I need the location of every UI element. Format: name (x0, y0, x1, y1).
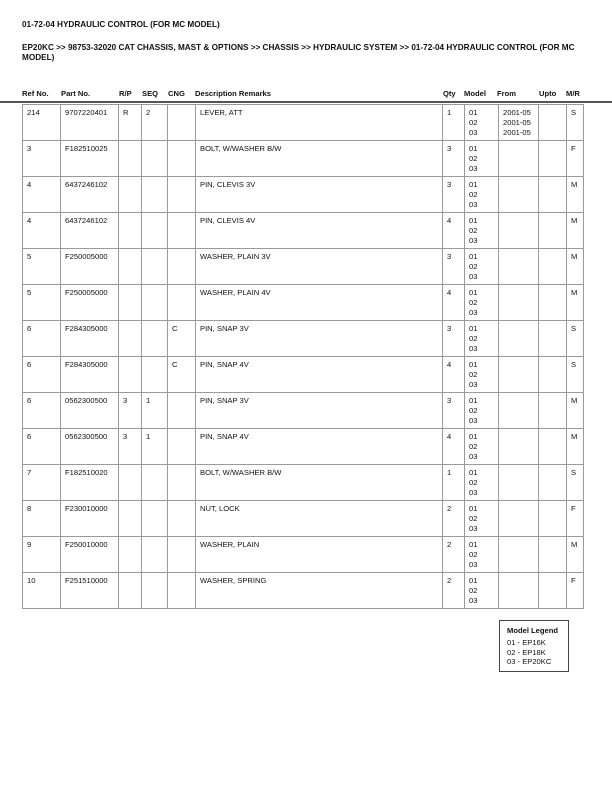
from-dates (499, 213, 539, 249)
part-no: F182510025 (61, 141, 119, 177)
part-no: F250010000 (61, 537, 119, 573)
cng (168, 249, 196, 285)
legend-item: 02 - EP18K (507, 647, 546, 657)
mr: M (567, 429, 584, 465)
seq (142, 501, 168, 537)
mr: M (567, 537, 584, 573)
model-codes: 01 02 03 (465, 177, 499, 213)
qty: 3 (443, 249, 465, 285)
seq (142, 249, 168, 285)
from-dates (499, 465, 539, 501)
mr: S (567, 465, 584, 501)
upto (539, 213, 567, 249)
qty: 4 (443, 429, 465, 465)
description: PIN, SNAP 3V (196, 393, 443, 429)
mr: F (567, 501, 584, 537)
cng (168, 573, 196, 609)
from-dates (499, 177, 539, 213)
model-codes: 01 02 03 (465, 105, 499, 141)
description: PIN, SNAP 3V (196, 321, 443, 357)
part-no: F250005000 (61, 249, 119, 285)
qty: 3 (443, 177, 465, 213)
rp (119, 213, 142, 249)
table-row (23, 213, 584, 249)
header-rp: R/P (119, 89, 132, 98)
ref-no: 6 (23, 357, 61, 393)
qty: 3 (443, 393, 465, 429)
upto (539, 357, 567, 393)
table-row (23, 465, 584, 501)
qty: 1 (443, 465, 465, 501)
model-codes: 01 02 03 (465, 249, 499, 285)
description: PIN, CLEVIS 3V (196, 177, 443, 213)
header-ref-no: Ref No. (22, 89, 49, 98)
seq: 1 (142, 393, 168, 429)
part-no: F284305000 (61, 357, 119, 393)
mr: F (567, 141, 584, 177)
ref-no: 3 (23, 141, 61, 177)
table-row (23, 285, 584, 321)
seq: 1 (142, 429, 168, 465)
part-no: 0562300500 (61, 393, 119, 429)
header-model: Model (464, 89, 486, 98)
breadcrumb: EP20KC >> 98753-32020 CAT CHASSIS, MAST & OPTIONS >> CHASSIS >> HYDRAULIC SYSTEM >> 01-72-04 HYDRAULIC CONTROL (FOR MC MODEL) (22, 43, 575, 62)
cng (168, 429, 196, 465)
table-row (23, 321, 584, 357)
qty: 3 (443, 141, 465, 177)
seq (142, 573, 168, 609)
upto (539, 465, 567, 501)
cng (168, 285, 196, 321)
model-codes: 01 02 03 (465, 393, 499, 429)
cng (168, 465, 196, 501)
model-codes: 01 02 03 (465, 429, 499, 465)
from-dates (499, 285, 539, 321)
ref-no: 10 (23, 573, 61, 609)
upto (539, 285, 567, 321)
qty: 2 (443, 573, 465, 609)
rp (119, 321, 142, 357)
header-divider (0, 101, 612, 103)
rp (119, 249, 142, 285)
ref-no: 214 (23, 105, 61, 141)
rp (119, 501, 142, 537)
model-codes: 01 02 03 (465, 141, 499, 177)
seq: 2 (142, 105, 168, 141)
from-dates (499, 501, 539, 537)
part-no: 9707220401 (61, 105, 119, 141)
table-row (23, 537, 584, 573)
from-dates (499, 393, 539, 429)
upto (539, 249, 567, 285)
header-cng: CNG (168, 89, 185, 98)
rp (119, 573, 142, 609)
rp: 3 (119, 393, 142, 429)
legend-item: 03 - EP20KC (507, 657, 552, 667)
header-part-no: Part No. (61, 89, 91, 98)
seq (142, 141, 168, 177)
seq (142, 321, 168, 357)
legend-item: 01 - EP16K (507, 637, 546, 647)
seq (142, 537, 168, 573)
table-row (23, 249, 584, 285)
seq (142, 285, 168, 321)
description: LEVER, ATT (196, 105, 443, 141)
mr: M (567, 177, 584, 213)
upto (539, 537, 567, 573)
model-codes: 01 02 03 (465, 357, 499, 393)
mr: F (567, 573, 584, 609)
qty: 4 (443, 357, 465, 393)
table-row (23, 177, 584, 213)
table-row (23, 393, 584, 429)
table-row (23, 501, 584, 537)
cng: C (168, 357, 196, 393)
upto (539, 141, 567, 177)
from-dates: 2001-05 2001-05 2001-05 (499, 105, 539, 141)
model-codes: 01 02 03 (465, 573, 499, 609)
cng (168, 501, 196, 537)
qty: 4 (443, 213, 465, 249)
table-row (23, 357, 584, 393)
ref-no: 5 (23, 249, 61, 285)
cng (168, 213, 196, 249)
from-dates (499, 249, 539, 285)
ref-no: 6 (23, 321, 61, 357)
mr: M (567, 249, 584, 285)
from-dates (499, 141, 539, 177)
upto (539, 501, 567, 537)
ref-no: 6 (23, 393, 61, 429)
upto (539, 321, 567, 357)
rp (119, 285, 142, 321)
upto (539, 573, 567, 609)
header-qty: Qty (443, 89, 456, 98)
ref-no: 8 (23, 501, 61, 537)
part-no: 6437246102 (61, 213, 119, 249)
part-no: F250005000 (61, 285, 119, 321)
seq (142, 357, 168, 393)
table-row (23, 573, 584, 609)
header-from: From (497, 89, 516, 98)
cng (168, 177, 196, 213)
part-no: F182510020 (61, 465, 119, 501)
description: PIN, SNAP 4V (196, 429, 443, 465)
rp (119, 177, 142, 213)
table-row (23, 141, 584, 177)
mr: S (567, 357, 584, 393)
ref-no: 4 (23, 213, 61, 249)
cng: C (168, 321, 196, 357)
mr: M (567, 285, 584, 321)
cng (168, 537, 196, 573)
cng (168, 141, 196, 177)
header-description: Description Remarks (195, 89, 271, 98)
ref-no: 6 (23, 429, 61, 465)
header-upto: Upto (539, 89, 557, 98)
rp (119, 357, 142, 393)
cng (168, 105, 196, 141)
rp: R (119, 105, 142, 141)
description: PIN, CLEVIS 4V (196, 213, 443, 249)
seq (142, 465, 168, 501)
upto (539, 429, 567, 465)
qty: 3 (443, 321, 465, 357)
model-codes: 01 02 03 (465, 321, 499, 357)
rp (119, 465, 142, 501)
from-dates (499, 573, 539, 609)
parts-table (22, 104, 584, 609)
rp (119, 537, 142, 573)
ref-no: 7 (23, 465, 61, 501)
part-no: 0562300500 (61, 429, 119, 465)
from-dates (499, 429, 539, 465)
upto (539, 177, 567, 213)
table-row (23, 105, 584, 141)
description: WASHER, PLAIN 3V (196, 249, 443, 285)
model-codes: 01 02 03 (465, 501, 499, 537)
description: PIN, SNAP 4V (196, 357, 443, 393)
model-codes: 01 02 03 (465, 465, 499, 501)
page-title: 01-72-04 HYDRAULIC CONTROL (FOR MC MODEL) (22, 20, 220, 29)
from-dates (499, 537, 539, 573)
qty: 2 (443, 537, 465, 573)
rp (119, 141, 142, 177)
from-dates (499, 321, 539, 357)
qty: 4 (443, 285, 465, 321)
ref-no: 4 (23, 177, 61, 213)
mr: M (567, 393, 584, 429)
qty: 1 (443, 105, 465, 141)
description: WASHER, PLAIN (196, 537, 443, 573)
cng (168, 393, 196, 429)
from-dates (499, 357, 539, 393)
part-no: F251510000 (61, 573, 119, 609)
description: BOLT, W/WASHER B/W (196, 465, 443, 501)
description: NUT, LOCK (196, 501, 443, 537)
upto (539, 105, 567, 141)
part-no: F230010000 (61, 501, 119, 537)
mr: M (567, 213, 584, 249)
part-no: F284305000 (61, 321, 119, 357)
model-codes: 01 02 03 (465, 537, 499, 573)
part-no: 6437246102 (61, 177, 119, 213)
legend-title: Model Legend (507, 626, 559, 635)
upto (539, 393, 567, 429)
header-seq: SEQ (142, 89, 159, 98)
qty: 2 (443, 501, 465, 537)
ref-no: 5 (23, 285, 61, 321)
seq (142, 213, 168, 249)
seq (142, 177, 168, 213)
mr: S (567, 321, 584, 357)
description: WASHER, PLAIN 4V (196, 285, 443, 321)
model-codes: 01 02 03 (465, 285, 499, 321)
ref-no: 9 (23, 537, 61, 573)
model-legend (499, 620, 569, 672)
mr: S (567, 105, 584, 141)
header-mr: M/R (566, 89, 580, 98)
description: BOLT, W/WASHER B/W (196, 141, 443, 177)
rp: 3 (119, 429, 142, 465)
model-codes: 01 02 03 (465, 213, 499, 249)
table-row (23, 429, 584, 465)
description: WASHER, SPRING (196, 573, 443, 609)
